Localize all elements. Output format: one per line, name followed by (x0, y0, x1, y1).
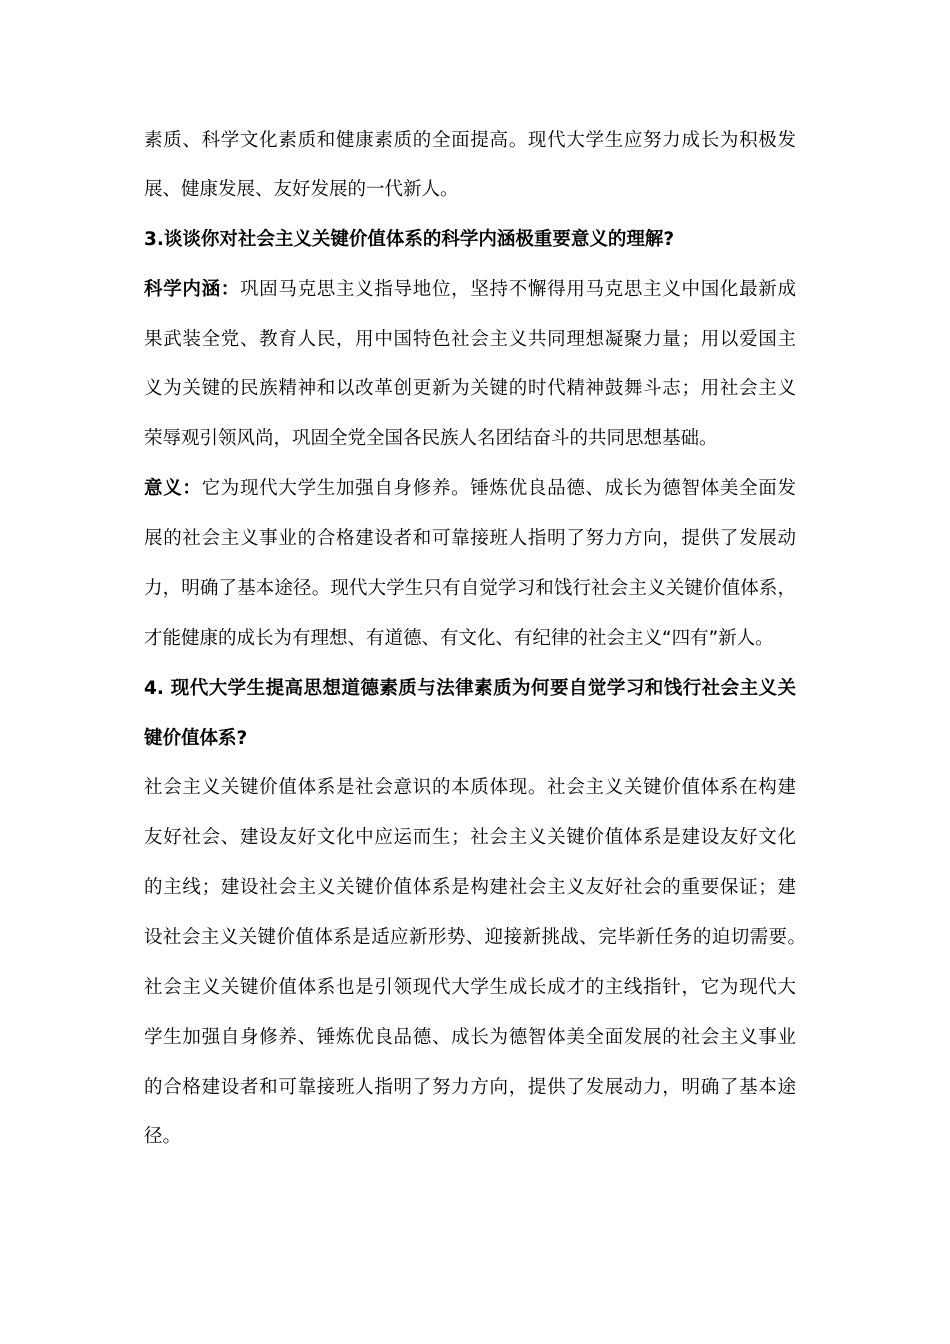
question-heading: 3.谈谈你对社会主义关键价值体系的科学内涵极重要意义的理解? (144, 229, 675, 250)
definition-label: 科学内涵： (144, 279, 240, 300)
body-line: 社会主义关键价值体系也是引领现代大学生成长成才的主线指针，它为现代大 (144, 977, 796, 998)
body-line: 义为关键的民族精神和以改革创更新为关键的时代精神鼓舞斗志；用社会主义 (144, 378, 796, 399)
body-line: 社会主义关键价值体系是社会意识的本质体现。社会主义关键价值体系在构建 (144, 777, 796, 798)
body-line: 的主线；建设社会主义关键价值体系是构建社会主义友好社会的重要保证；建 (144, 877, 796, 898)
body-line: 径。 (144, 1126, 182, 1147)
definition-paragraph-line (144, 277, 796, 303)
body-line: 设社会主义关键价值体系是适应新形势、迎接新挑战、完毕新任务的迫切需要。 (144, 927, 806, 948)
definition-text: 巩固马克思主义指导地位，坚持不懈得用马克思主义中国化最新成 (239, 279, 796, 300)
body-line: 才能健康的成长为有理想、有道德、有文化、有纪律的社会主义“四有”新人。 (144, 628, 774, 649)
body-line: 学生加强自身修养、锤炼优良品德、成长为德智体美全面发展的社会主义事业 (144, 1027, 796, 1048)
body-line: 果武装全党、教育人民，用中国特色社会主义共同理想凝聚力量；用以爱国主 (144, 329, 796, 350)
body-line: 展、健康发展、友好发展的一代新人。 (144, 179, 459, 200)
significance-text: 它为现代大学生加强自身修养。锤炼优良品德、成长为德智体美全面发 (201, 478, 796, 499)
body-line: 荣辱观引领风尚，巩固全党全国各民族人名团结奋斗的共同思想基础。 (144, 428, 718, 449)
body-line: 力，明确了基本途径。现代大学生只有自觉学习和饯行社会主义关键价值体系， (144, 578, 796, 599)
body-line: 的合格建设者和可靠接班人指明了努力方向，提供了发展动力，明确了基本途 (144, 1077, 796, 1098)
question-heading-continuation: 键价值体系? (144, 728, 248, 749)
body-line: 展的社会主义事业的合格建设者和可靠接班人指明了努力方向，提供了发展动 (144, 528, 796, 549)
body-line: 素质、科学文化素质和健康素质的全面提高。现代大学生应努力成长为积极发 (144, 130, 796, 151)
significance-label: 意义： (144, 478, 202, 499)
significance-paragraph-line (144, 476, 796, 502)
question-heading: 4. 现代大学生提高思想道德素质与法律素质为何要自觉学习和饯行社会主义关 (144, 678, 796, 699)
body-line: 友好社会、建设友好文化中应运而生；社会主义关键价值体系是建设友好文化 (144, 827, 796, 848)
